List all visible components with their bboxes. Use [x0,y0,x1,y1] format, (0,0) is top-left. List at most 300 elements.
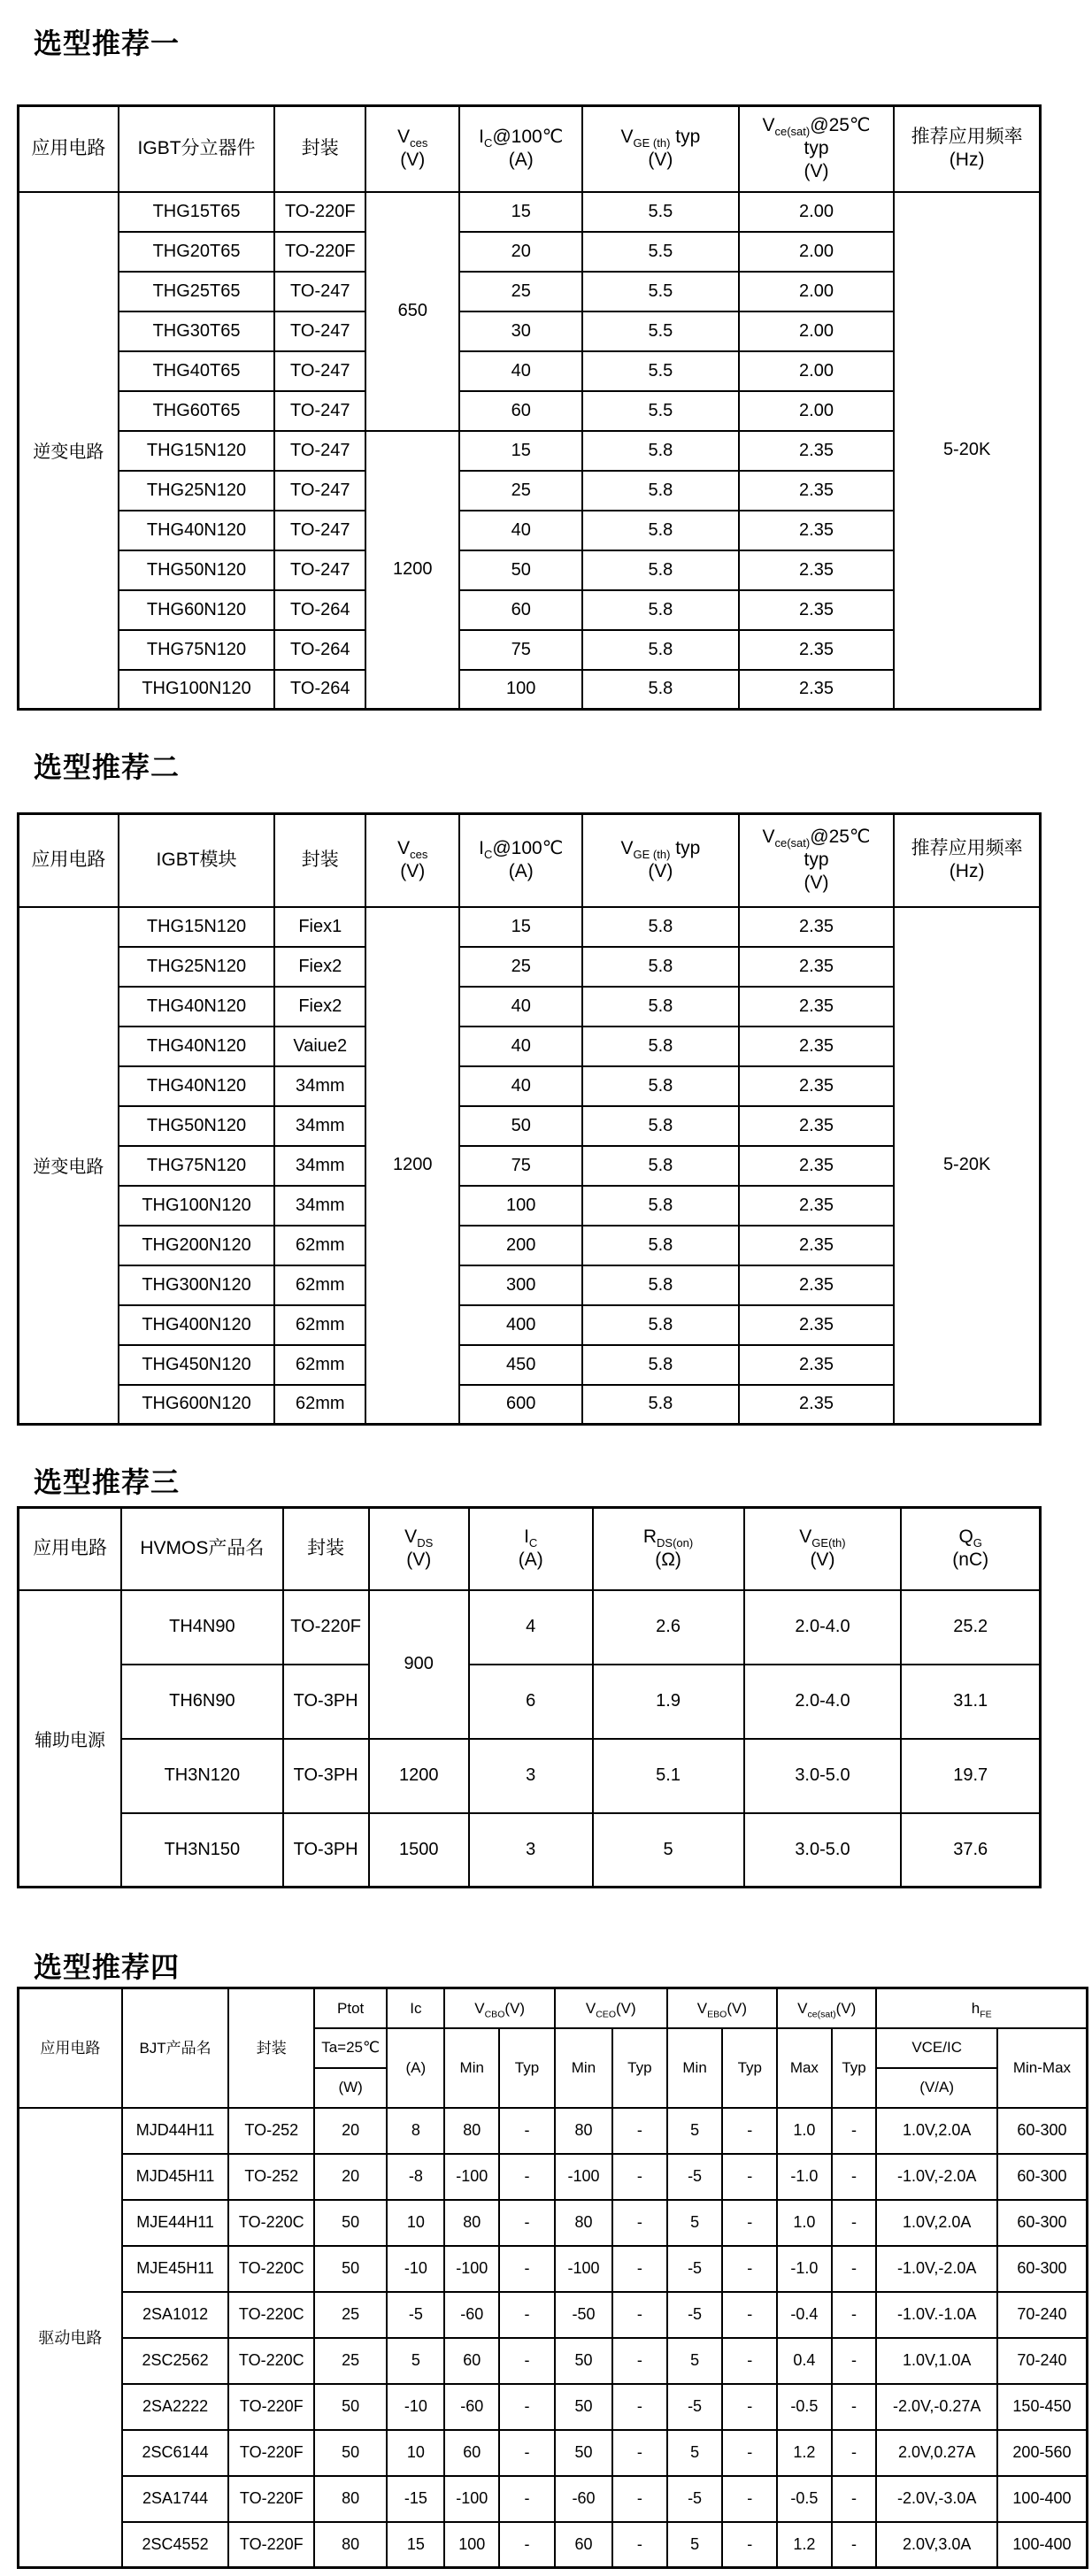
section-title: 选型推荐一 [34,27,181,59]
cell: 34mm [274,1186,365,1226]
table-row [19,1813,1041,1888]
cell: - [832,2108,877,2154]
section-selection-3 [0,1465,1092,1888]
cell: THG40N120 [119,511,275,550]
cell: 80 [314,2476,387,2522]
cell: - [832,2430,877,2476]
table-row [19,471,1041,511]
cell: -100 [444,2246,499,2292]
cell: THG100N120 [119,1186,275,1226]
cell: 2SA1744 [122,2476,229,2522]
cell: - [612,2522,667,2568]
cell: TO-220F [228,2384,314,2430]
header-cell: 封装 [283,1508,369,1590]
cell: 15 [387,2522,444,2568]
cell: -5 [667,2154,723,2200]
cell: - [612,2108,667,2154]
cell: 40 [459,987,582,1027]
cell: TH4N90 [121,1590,282,1665]
cell: 1200 [369,1739,469,1813]
cell: TO-220F [228,2522,314,2568]
cell: -100 [555,2246,612,2292]
cell: 5.8 [582,907,739,947]
table-row [19,1665,1041,1739]
header-cell: HVMOS产品名 [121,1508,282,1590]
cell: THG25T65 [119,272,275,311]
cell: 5.8 [582,1186,739,1226]
selection-table-4-slot [0,1987,1092,2569]
cell: 2.35 [739,590,895,630]
cell: 2.00 [739,192,895,232]
cell: 60 [444,2338,499,2384]
table-row [19,1146,1041,1186]
cell: 40 [459,1027,582,1066]
header-cell: IGBT分立器件 [119,106,275,192]
table-row [19,630,1041,670]
cell: THG25N120 [119,471,275,511]
cell: 80 [444,2108,499,2154]
cell: 逆变电路 [19,192,119,710]
cell: -1.0V.-1.0A [876,2292,997,2338]
cell: - [832,2292,877,2338]
cell: TO-247 [274,311,365,351]
cell: 5.5 [582,391,739,431]
cell: - [499,2522,555,2568]
cell: 8 [387,2108,444,2154]
cell: 3 [469,1813,593,1888]
cell: 辅助电源 [19,1590,122,1888]
cell: TO-3PH [283,1665,369,1739]
cell: - [832,2246,877,2292]
cell: THG200N120 [119,1226,275,1265]
cell: 5.8 [582,947,739,987]
cell: 100 [444,2522,499,2568]
cell: Fiex2 [274,947,365,987]
cell: -1.0V,-2.0A [876,2246,997,2292]
cell: 34mm [274,1106,365,1146]
header-cell: $V_{ce(sat)}@25℃$ typ (V) [739,106,895,192]
cell: 2.35 [739,1027,895,1066]
cell: - [722,2476,777,2522]
cell: - [722,2292,777,2338]
cell: -100 [444,2476,499,2522]
cell: 50 [314,2246,387,2292]
header-cell: $h_{FE}$ [876,1988,1087,2028]
cell: TO-220F [274,192,365,232]
cell: 25 [314,2338,387,2384]
cell: 400 [459,1305,582,1345]
table-row [19,1226,1041,1265]
cell: 5 [593,1813,744,1888]
cell: 5.8 [582,431,739,471]
header-cell: $Q_G$ (nC) [901,1508,1040,1590]
table-row [19,1305,1041,1345]
header-cell: (V/A) [876,2068,997,2108]
cell: 50 [459,1106,582,1146]
header-cell: Ptot [314,1988,387,2028]
cell: 5 [667,2430,723,2476]
cell: 80 [314,2522,387,2568]
cell: 5.8 [582,1345,739,1385]
header-row [19,1508,1041,1590]
section-selection-4 [0,1950,1092,2569]
cell: -60 [555,2476,612,2522]
header-cell: $V_{ce(sat)}(V)$ [777,1988,876,2028]
cell: 60 [459,391,582,431]
cell: - [722,2154,777,2200]
cell: TO-220C [228,2338,314,2384]
cell: 5.8 [582,590,739,630]
cell: THG300N120 [119,1265,275,1305]
cell: 20 [314,2154,387,2200]
cell: 5.8 [582,550,739,590]
cell: 2.35 [739,1186,895,1226]
cell: 80 [555,2108,612,2154]
table-row [19,1590,1041,1665]
cell: 2.35 [739,1265,895,1305]
cell: 75 [459,630,582,670]
cell: 2.0-4.0 [744,1590,902,1665]
header-cell: IGBT模块 [119,814,275,907]
cell: 100 [459,1186,582,1226]
header-cell: $V_{GE (th)}$ typ (V) [582,106,739,192]
table-row [19,2476,1088,2522]
cell: 3 [469,1739,593,1813]
cell: 2SC6144 [122,2430,229,2476]
cell: TO-220C [228,2292,314,2338]
table-row [19,2522,1088,2568]
cell: TO-220F [283,1590,369,1665]
cell: 300 [459,1265,582,1305]
cell: -0.5 [777,2476,832,2522]
cell: THG40N120 [119,987,275,1027]
table-row [19,590,1041,630]
table-row [19,2338,1088,2384]
cell: -10 [387,2384,444,2430]
table-row [19,2108,1088,2154]
cell: MJE44H11 [122,2200,229,2246]
cell: THG40N120 [119,1027,275,1066]
cell: 5 [667,2522,723,2568]
section-title: 选型推荐四 [34,1951,181,1983]
cell: 100 [459,670,582,710]
cell: 150-450 [997,2384,1088,2430]
table-row [19,431,1041,471]
cell: 5.8 [582,471,739,511]
cell: 62mm [274,1226,365,1265]
cell: - [499,2384,555,2430]
cell: - [722,2108,777,2154]
cell: - [722,2246,777,2292]
cell: THG75N120 [119,1146,275,1186]
cell: 5.8 [582,1066,739,1106]
cell: - [612,2292,667,2338]
cell: TO-264 [274,630,365,670]
table-row [19,391,1041,431]
table-row [19,670,1041,710]
cell: 1.0V,1.0A [876,2338,997,2384]
cell: 650 [365,192,459,431]
cell: TO-264 [274,590,365,630]
cell: TO-220F [228,2430,314,2476]
cell: 60-300 [997,2246,1088,2292]
cell: 驱动电路 [19,2108,122,2568]
cell: -60 [444,2292,499,2338]
header-cell: 应用电路 [19,106,119,192]
cell: 25 [314,2292,387,2338]
cell: 50 [555,2384,612,2430]
cell: 1.0V,2.0A [876,2200,997,2246]
cell: - [499,2292,555,2338]
table-row [19,232,1041,272]
cell: - [722,2338,777,2384]
cell: 5.8 [582,630,739,670]
cell: 25 [459,272,582,311]
header-cell: $V_{ce(sat)}@25℃$ typ (V) [739,814,895,907]
cell: - [832,2384,877,2430]
cell: 450 [459,1345,582,1385]
cell: 2.35 [739,511,895,550]
header-row [19,106,1041,192]
cell: 2.00 [739,272,895,311]
cell: - [612,2384,667,2430]
cell: -8 [387,2154,444,2200]
cell: -0.4 [777,2292,832,2338]
cell: 62mm [274,1385,365,1425]
cell: - [612,2338,667,2384]
cell: TO-220C [228,2246,314,2292]
cell: 2.35 [739,1305,895,1345]
table-row [19,2430,1088,2476]
cell: 1.0 [777,2108,832,2154]
cell: 5.5 [582,272,739,311]
header-cell: $V_{GE(th)}$ (V) [744,1508,902,1590]
header-cell: Ta=25℃ [314,2028,387,2068]
table-row [19,2384,1088,2430]
cell: - [832,2200,877,2246]
header-cell: $V_{EBO}(V)$ [667,1988,777,2028]
header-cell: 封装 [274,814,365,907]
table-row [19,1265,1041,1305]
cell: 5.8 [582,1226,739,1265]
cell: 50 [314,2200,387,2246]
cell: -5 [667,2292,723,2338]
header-cell: Min [667,2028,723,2108]
cell: THG50N120 [119,550,275,590]
cell: TO-3PH [283,1813,369,1888]
cell: 34mm [274,1066,365,1106]
header-cell: Max [777,2028,832,2108]
header-cell: Typ [832,2028,877,2108]
cell: -100 [444,2154,499,2200]
cell: 5.5 [582,351,739,391]
header-cell: $V_{ces}$ (V) [365,814,459,907]
cell: -50 [555,2292,612,2338]
cell: 2.35 [739,630,895,670]
cell: 10 [387,2200,444,2246]
header-cell: $I_C@100℃$ (A) [459,106,582,192]
cell: 37.6 [901,1813,1040,1888]
cell: 50 [314,2384,387,2430]
cell: -1.0 [777,2154,832,2200]
table-row [19,1186,1041,1226]
cell: THG100N120 [119,670,275,710]
cell: 60-300 [997,2154,1088,2200]
cell: MJD44H11 [122,2108,229,2154]
cell: 15 [459,431,582,471]
header-cell: $V_{CEO}(V)$ [555,1988,667,2028]
cell: 50 [555,2338,612,2384]
cell: MJE45H11 [122,2246,229,2292]
header-cell: (W) [314,2068,387,2108]
header-cell: $V_{CBO}(V)$ [444,1988,554,2028]
header-cell: BJT产品名 [122,1988,229,2108]
cell: THG60T65 [119,391,275,431]
cell: 1.2 [777,2522,832,2568]
cell: 5 [667,2338,723,2384]
cell: - [722,2200,777,2246]
section-title: 选型推荐三 [34,1466,181,1498]
cell: THG60N120 [119,590,275,630]
cell: 40 [459,351,582,391]
table-row [19,192,1041,232]
cell: 4 [469,1590,593,1665]
header-cell: $V_{GE (th)}$ typ (V) [582,814,739,907]
cell: - [499,2108,555,2154]
cell: 200-560 [997,2430,1088,2476]
cell: 200 [459,1226,582,1265]
cell: 2.35 [739,471,895,511]
header-cell: $I_C@100℃$ (A) [459,814,582,907]
page [0,27,1092,2569]
cell: Fiex2 [274,987,365,1027]
selection-table-4 [17,1987,1088,2569]
header-cell: 应用电路 [19,814,119,907]
cell: 600 [459,1385,582,1425]
cell: - [832,2522,877,2568]
cell: 5 [667,2200,723,2246]
header-cell: 推荐应用频率 (Hz) [894,814,1040,907]
cell: TO-247 [274,431,365,471]
header-cell: Min-Max [997,2028,1088,2108]
header-row [19,814,1041,907]
cell: 5.8 [582,1146,739,1186]
header-cell: (A) [387,2028,444,2108]
table-row [19,947,1041,987]
cell: 5.8 [582,670,739,710]
cell: 19.7 [901,1739,1040,1813]
selection-table-1 [17,104,1042,711]
cell: 30 [459,311,582,351]
cell: -0.5 [777,2384,832,2430]
cell: 1500 [369,1813,469,1888]
cell: THG25N120 [119,947,275,987]
cell: 15 [459,907,582,947]
cell: 0.4 [777,2338,832,2384]
cell: 20 [314,2108,387,2154]
cell: 5.8 [582,511,739,550]
cell: TO-247 [274,272,365,311]
cell: TO-247 [274,391,365,431]
table-row [19,272,1041,311]
cell: - [722,2384,777,2430]
header-cell: VCE/IC [876,2028,997,2068]
cell: 62mm [274,1345,365,1385]
cell: 2SC2562 [122,2338,229,2384]
cell: TO-247 [274,351,365,391]
cell: 100-400 [997,2476,1088,2522]
cell: -5 [667,2476,723,2522]
table-row [19,907,1041,947]
cell: THG600N120 [119,1385,275,1425]
cell: 5.5 [582,311,739,351]
cell: 70-240 [997,2338,1088,2384]
cell: 2.35 [739,1345,895,1385]
cell: 2.00 [739,311,895,351]
cell: TO-220F [228,2476,314,2522]
cell: 900 [369,1590,469,1739]
cell: - [612,2246,667,2292]
cell: 5 [667,2108,723,2154]
table-row [19,550,1041,590]
cell: - [832,2154,877,2200]
cell: THG30T65 [119,311,275,351]
cell: 1.2 [777,2430,832,2476]
cell: -1.0 [777,2246,832,2292]
cell: 2.0V,0.27A [876,2430,997,2476]
header-cell: Typ [612,2028,667,2108]
cell: TO-220F [274,232,365,272]
cell: TO-247 [274,511,365,550]
cell: 2.0V,3.0A [876,2522,997,2568]
header-cell: Typ [499,2028,555,2108]
header-cell: $I_C$ (A) [469,1508,593,1590]
header-row [19,1988,1088,2028]
cell: 2.00 [739,351,895,391]
cell: -60 [444,2384,499,2430]
cell: TO-252 [228,2108,314,2154]
header-cell: 应用电路 [19,1508,122,1590]
cell: - [499,2476,555,2522]
header-cell: Typ [722,2028,777,2108]
cell: 5-20K [894,907,1040,1425]
cell: 5 [387,2338,444,2384]
cell: 2.35 [739,1066,895,1106]
table-row [19,2154,1088,2200]
cell: THG15N120 [119,431,275,471]
cell: 5.8 [582,987,739,1027]
cell: -15 [387,2476,444,2522]
cell: 1200 [365,907,459,1425]
selection-table-1-slot [0,104,1092,711]
cell: 2.35 [739,1226,895,1265]
selection-table-3 [17,1506,1042,1888]
cell: 60-300 [997,2200,1088,2246]
header-cell: 应用电路 [19,1988,122,2108]
cell: 50 [459,550,582,590]
cell: TO-252 [228,2154,314,2200]
cell: TO-3PH [283,1739,369,1813]
cell: 2.35 [739,907,895,947]
cell: 2.0-4.0 [744,1665,902,1739]
cell: 10 [387,2430,444,2476]
cell: 5.5 [582,192,739,232]
cell: -100 [555,2154,612,2200]
cell: 25 [459,947,582,987]
cell: 5.8 [582,1265,739,1305]
cell: - [722,2522,777,2568]
cell: 62mm [274,1265,365,1305]
